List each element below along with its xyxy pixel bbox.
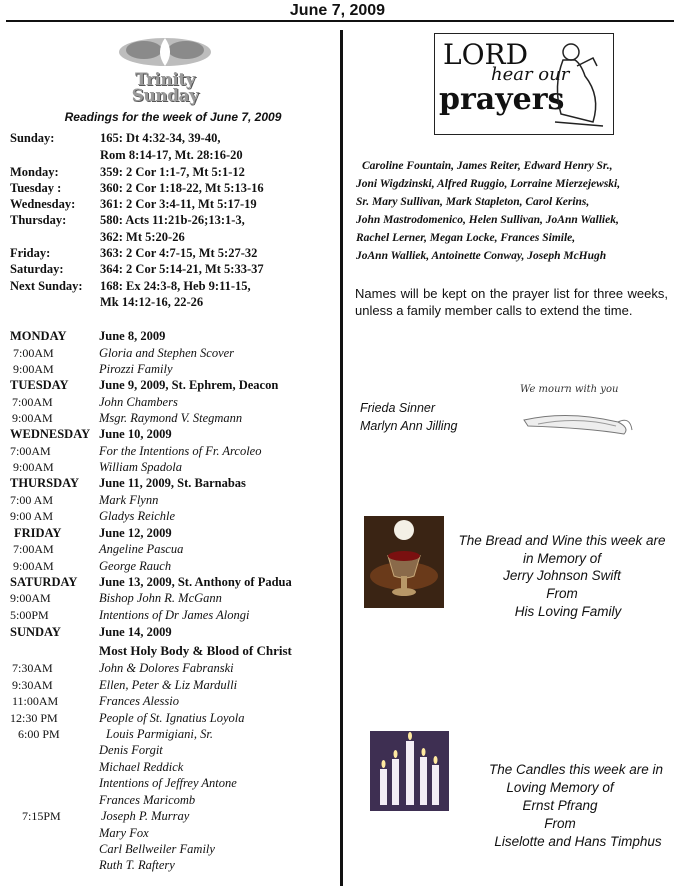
prayer-names-line: Rachel Lerner, Megan Locke, Frances Simile, [356,232,576,244]
lily-icon [518,380,638,440]
candles-icon [370,731,449,811]
mass-time: 11:00AM [12,694,59,708]
logo-text-line-1: Trinity [135,70,195,90]
schedule-day: MONDAY [10,329,67,343]
reading-text: 364: 2 Cor 5:14-21, Mt 5:33-37 [100,262,264,276]
chalice-icon [364,516,444,608]
trinity-knot-icon [110,32,220,72]
mass-time: 9:00AM [12,411,53,425]
reading-text: Rom 8:14-17, Mt. 28:16-20 [100,148,243,162]
reading-day: Sunday: [10,131,55,145]
mass-intention: Ellen, Peter & Liz Mardulli [99,678,238,692]
bread-wine-line: in Memory of [522,551,602,566]
mass-intention: Pirozzi Family [99,362,173,376]
page-date: June 7, 2009 [289,2,386,19]
reading-text: 363: 2 Cor 4:7-15, Mt 5:27-32 [100,246,258,260]
reading-text: 359: 2 Cor 1:1-7, Mt 5:1-12 [100,165,245,179]
candles-image [370,731,449,811]
mass-intention: Joseph P. Murray [101,809,190,823]
mass-intention: Louis Parmigiani, Sr. [106,727,213,741]
mourn-name: Marlyn Ann Jilling [360,419,458,433]
schedule-date: June 11, 2009, St. Barnabas [99,476,246,490]
bread-wine-line: The Bread and Wine this week are [458,533,666,548]
mass-time: 9:00AM [13,460,54,474]
prayer-names-line: John Mastrodomenico, Helen Sullivan, JoAnn Walliek, [356,214,619,226]
logo-word-hear-our: hear our [491,64,570,85]
mourn-name: Frieda Sinner [360,401,436,415]
schedule-day: SUNDAY [10,625,61,639]
mass-intention: Intentions of Jeffrey Antone [99,776,237,790]
schedule-date: June 13, 2009, St. Anthony of Padua [99,575,292,589]
mass-intention: People of St. Ignatius Loyola [99,711,245,725]
mass-intention: For the Intentions of Fr. Arcoleo [99,444,262,458]
mass-time: 9:00 AM [10,509,54,523]
schedule-date: June 12, 2009 [99,526,172,540]
mass-intention: John Chambers [99,395,178,409]
prayer-names-line: Caroline Fountain, James Reiter, Edward Henry Sr., [362,160,613,172]
candles-line: Ernst Pfrang [522,798,598,813]
reading-text: 165: Dt 4:32-34, 39-40, [100,131,221,145]
reading-day: Wednesday: [10,197,76,211]
reading-text: Mk 14:12-16, 22-26 [100,295,204,309]
mass-time: 7:00AM [13,542,54,556]
mass-time: 7:15PM [22,809,61,823]
logo-word-lord: LORD [443,38,529,71]
mass-intention: Carl Bellweiler Family [99,842,215,856]
schedule-date: June 14, 2009 [99,625,172,639]
mass-time: 7:30AM [12,661,53,675]
mass-intention: William Spadola [99,460,182,474]
schedule-day: TUESDAY [10,378,69,392]
mass-intention: Frances Alessio [99,694,179,708]
mass-intention: Ruth T. Raftery [99,858,175,872]
mass-intention: Denis Forgit [99,743,163,757]
mass-time: 7:00AM [13,346,54,360]
prayer-names-line: JoAnn Walliek, Antoinette Conway, Joseph McHugh [356,250,607,262]
mass-intention: Intentions of Dr James Alongi [99,608,250,622]
mass-time: 12:30 PM [10,711,58,725]
mass-intention: Mary Fox [99,826,149,840]
mass-intention: Gladys Reichle [99,509,176,523]
reading-text: 361: 2 Cor 3:4-11, Mt 5:17-19 [100,197,257,211]
schedule-day: FRIDAY [14,526,62,540]
reading-day: Thursday: [10,213,67,227]
logo-word-prayers: prayers [439,82,565,117]
bread-wine-line: His Loving Family [514,604,622,619]
mass-time: 9:30AM [12,678,53,692]
reading-text: 168: Ex 24:3-8, Heb 9:11-15, [100,279,251,293]
top-rule [6,20,674,22]
reading-day: Saturday: [10,262,64,276]
schedule-date: June 8, 2009 [99,329,166,343]
candles-line: Liselotte and Hans Timphus [494,834,662,849]
mass-intention: Angeline Pascua [99,542,184,556]
mass-intention: Michael Reddick [99,760,184,774]
mass-intention: Mark Flynn [99,493,159,507]
mass-intention: Msgr. Raymond V. Stegmann [99,411,243,425]
prayer-names-line: Sr. Mary Sullivan, Mark Stapleton, Carol Kerins, [356,196,590,208]
we-mourn-with-you-image [518,380,638,440]
mass-time: 6:00 PM [18,727,60,741]
chalice-image [364,516,444,608]
readings-title: Readings for the week of June 7, 2009 [64,110,282,124]
lord-hear-our-prayers-logo [434,33,614,135]
schedule-day: SATURDAY [10,575,78,589]
reading-text: 580: Acts 11:21b-26;13:1-3, [100,213,245,227]
column-divider [340,30,343,886]
mass-time: 5:00PM [10,608,49,622]
bread-wine-line: From [546,586,578,601]
candles-line: Loving Memory of [506,780,614,795]
logo-text-line-2: Sunday [131,86,199,106]
mass-time: 9:00AM [10,591,51,605]
reading-day: Monday: [10,165,59,179]
feast-title: Most Holy Body & Blood of Christ [99,643,292,658]
mass-intention: George Rauch [99,559,172,573]
schedule-date: June 9, 2009, St. Ephrem, Deacon [99,378,279,392]
prayer-names-line: Joni Wigdzinski, Alfred Ruggio, Lorraine Mierzejewski, [356,178,621,190]
reading-day: Next Sunday: [10,279,83,293]
candles-line: From [544,816,576,831]
prayer-list-note: Names will be kept on the prayer list for three weeks, unless a family member calls to extend the time. [355,286,668,318]
reading-text: 362: Mt 5:20-26 [100,230,185,244]
mass-time: 9:00AM [13,559,54,573]
mass-time: 9:00AM [13,362,54,376]
praying-figure-icon [541,36,611,132]
schedule-date: June 10, 2009 [99,427,172,441]
mourn-image-text: We mourn with you [520,384,619,395]
schedule-day: THURSDAY [10,476,80,490]
schedule-day: WEDNESDAY [10,427,91,441]
mass-intention: John & Dolores Fabranski [99,661,234,675]
mass-time: 7:00AM [12,395,53,409]
mass-intention: Frances Maricomb [99,793,196,807]
bread-wine-line: Jerry Johnson Swift [503,568,621,583]
candles-line: The Candles this week are in [488,762,664,777]
reading-text: 360: 2 Cor 1:18-22, Mt 5:13-16 [100,181,264,195]
reading-day: Friday: [10,246,51,260]
mass-time: 7:00AM [10,444,51,458]
trinity-sunday-logo [110,32,220,104]
mass-time: 7:00 AM [10,493,54,507]
mass-intention: Bishop John R. McGann [99,591,222,605]
mass-intention: Gloria and Stephen Scover [99,346,235,360]
reading-day: Tuesday : [10,181,62,195]
